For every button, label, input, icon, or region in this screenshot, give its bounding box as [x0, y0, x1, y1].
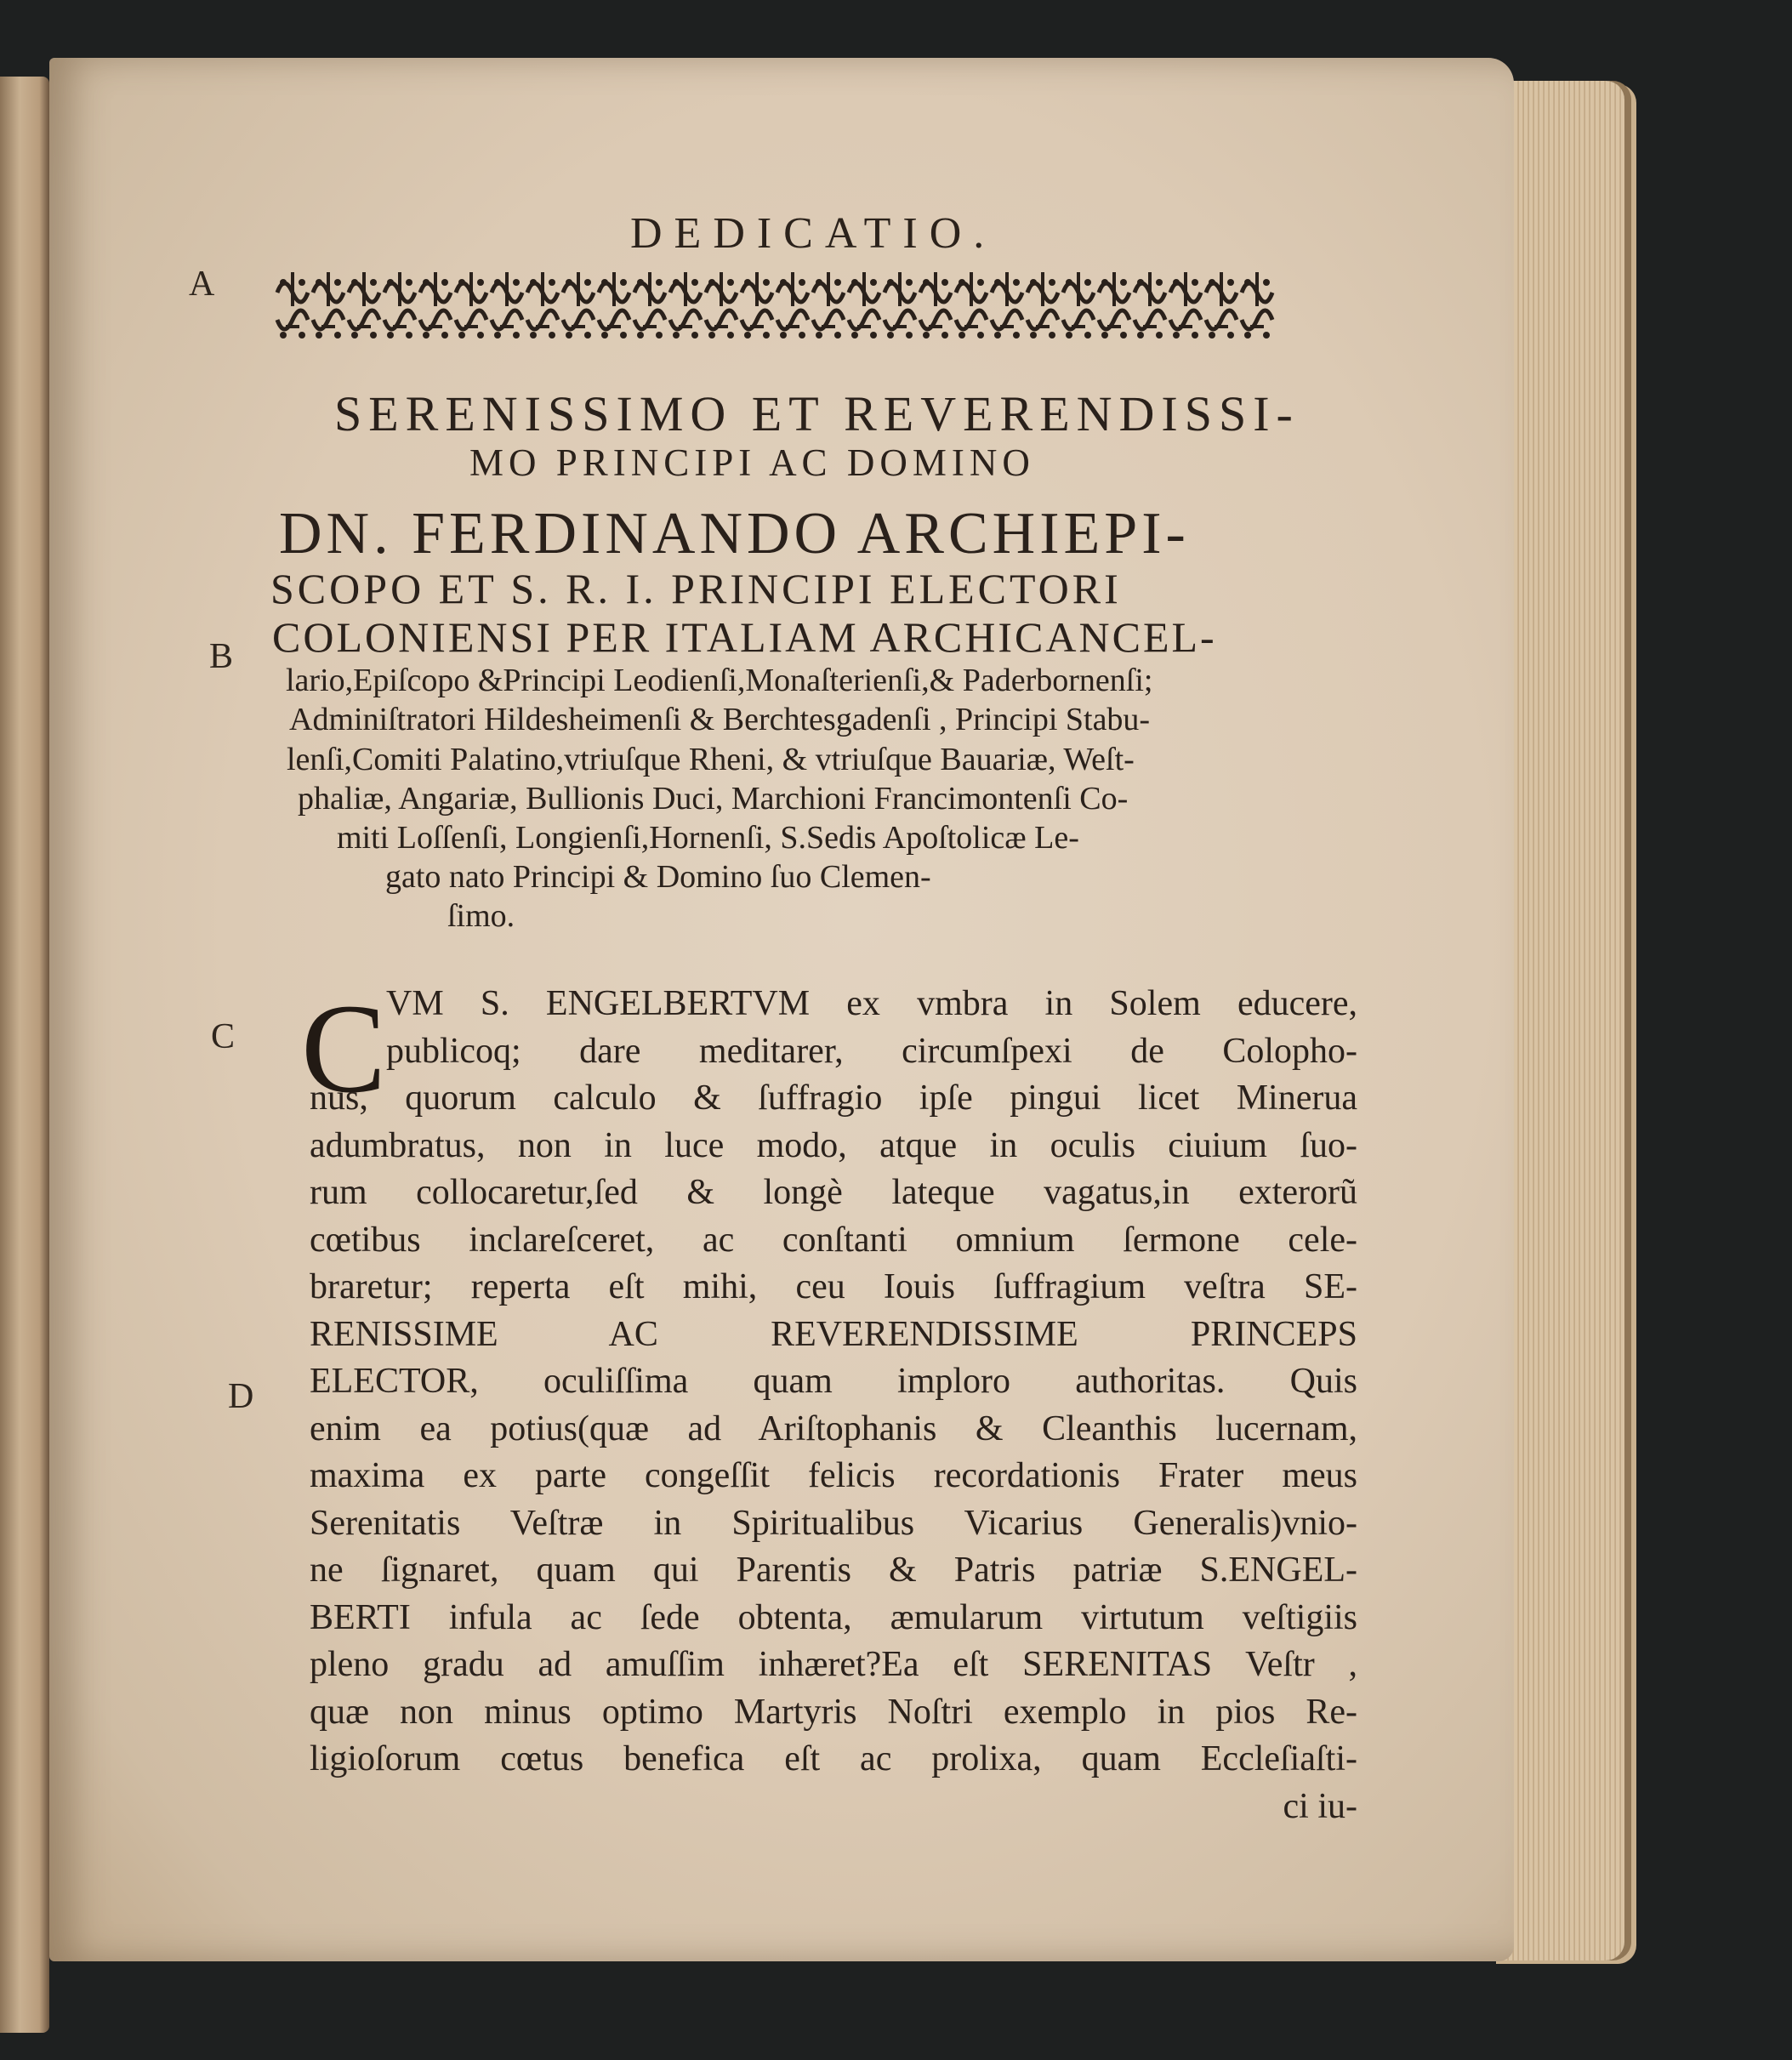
titles-line: ſimo.: [447, 898, 515, 934]
body-line: pleno gradu ad amuſſim inhæret?Ea eſt SERENITAS Veſtr ,: [310, 1645, 1357, 1684]
ornament-row-bottom: [277, 310, 1272, 339]
titles-line: gato nato Principi & Domino ſuo Clemen-: [385, 859, 931, 895]
facing-page-edge: [0, 77, 49, 2033]
title-line-5: COLONIENSI PER ITALIAM ARCHICANCEL-: [272, 613, 1217, 661]
body-line: ligioſorum cœtus benefica eſt ac prolixa, quam Eccleſiaſti-: [310, 1739, 1357, 1778]
margin-letter-d: D: [228, 1377, 254, 1416]
title-line-4: SCOPO ET S. R. I. PRINCIPI ELECTORI: [270, 565, 1122, 612]
body-line: RENISSIME AC REVERENDISSIME PRINCEPS: [310, 1314, 1357, 1354]
drop-cap: C: [301, 978, 387, 1119]
body-line: nus, quorum calculo & ſuffragio ipſe pingui licet Minerua: [310, 1078, 1357, 1118]
ornament-band: [274, 267, 1303, 356]
margin-letter-a: A: [189, 265, 215, 304]
body-line: cœtibus inclareſceret, ac conſtanti omnium ſermone cele-: [310, 1220, 1357, 1260]
body-line: enim ea potius(quæ ad Ariſtophanis & Cleanthis lucernam,: [310, 1408, 1357, 1448]
titles-line: lario,Epiſcopo &Principi Leodienſi,Monaſterienſi,& Paderbornenſi;: [286, 663, 1153, 698]
title-line-1: SERENISSIMO ET REVERENDISSI-: [334, 386, 1300, 441]
titles-line: lenſi,Comiti Palatino,vtriuſque Rheni, & vtriuſque Bauariæ, Weſt-: [287, 742, 1135, 777]
running-head: DEDICATIO.: [630, 209, 997, 258]
book-page: [49, 58, 1514, 1961]
body-line: braretur; reperta eſt mihi, ceu Iouis ſuffragium veſtra SE-: [310, 1267, 1357, 1306]
titles-line: Adminiſtratori Hildesheimenſi & Berchtesgadenſi , Principi Stabu-: [289, 702, 1151, 737]
title-line-3: DN. FERDINANDO ARCHIEPI-: [279, 501, 1190, 566]
body-line: VM S. ENGELBERTVM ex vmbra in Solem educere,: [386, 984, 1357, 1023]
catchword: [310, 1784, 1357, 1831]
margin-letter-c: C: [211, 1017, 236, 1056]
margin-letter-b: B: [209, 637, 234, 676]
body-line: publicoq; dare meditarer, circumſpexi de Colopho-: [386, 1031, 1357, 1071]
body-line: ELECTOR, oculiſſima quam imploro authoritas. Quis: [310, 1362, 1357, 1401]
titles-line: miti Loſſenſi, Longienſi,Hornenſi, S.Sedis Apoſtolicæ Le-: [337, 820, 1079, 856]
body-line: rum collocaretur,ſed & longè lateque vagatus,in exterorũ: [310, 1173, 1357, 1212]
title-line-2: MO PRINCIPI AC DOMINO: [469, 441, 1035, 484]
ornament-row-top: [277, 272, 1272, 306]
body-line: BERTI infula ac ſede obtenta, æmularum virtutum veſtigiis: [310, 1597, 1357, 1637]
titles-line: phaliæ, Angariæ, Bullionis Duci, Marchioni Francimontenſi Co-: [298, 781, 1129, 817]
body-line: ne ſignaret, quam qui Parentis & Patris patriæ S.ENGEL-: [310, 1551, 1357, 1590]
body-line: quæ non minus optimo Martyris Noſtri exemplo in pios Re-: [310, 1692, 1357, 1732]
body-text: [310, 981, 1357, 1830]
catchword-text: ci iu-: [1283, 1786, 1357, 1826]
body-line: adumbratus, non in luce modo, atque in oculis ciuium ſuo-: [310, 1125, 1357, 1165]
body-line: Serenitatis Veſtræ in Spiritualibus Vicarius Generalis)vnio-: [310, 1503, 1357, 1543]
body-line: maxima ex parte congeſſit felicis recordationis Frater meus: [310, 1456, 1357, 1495]
